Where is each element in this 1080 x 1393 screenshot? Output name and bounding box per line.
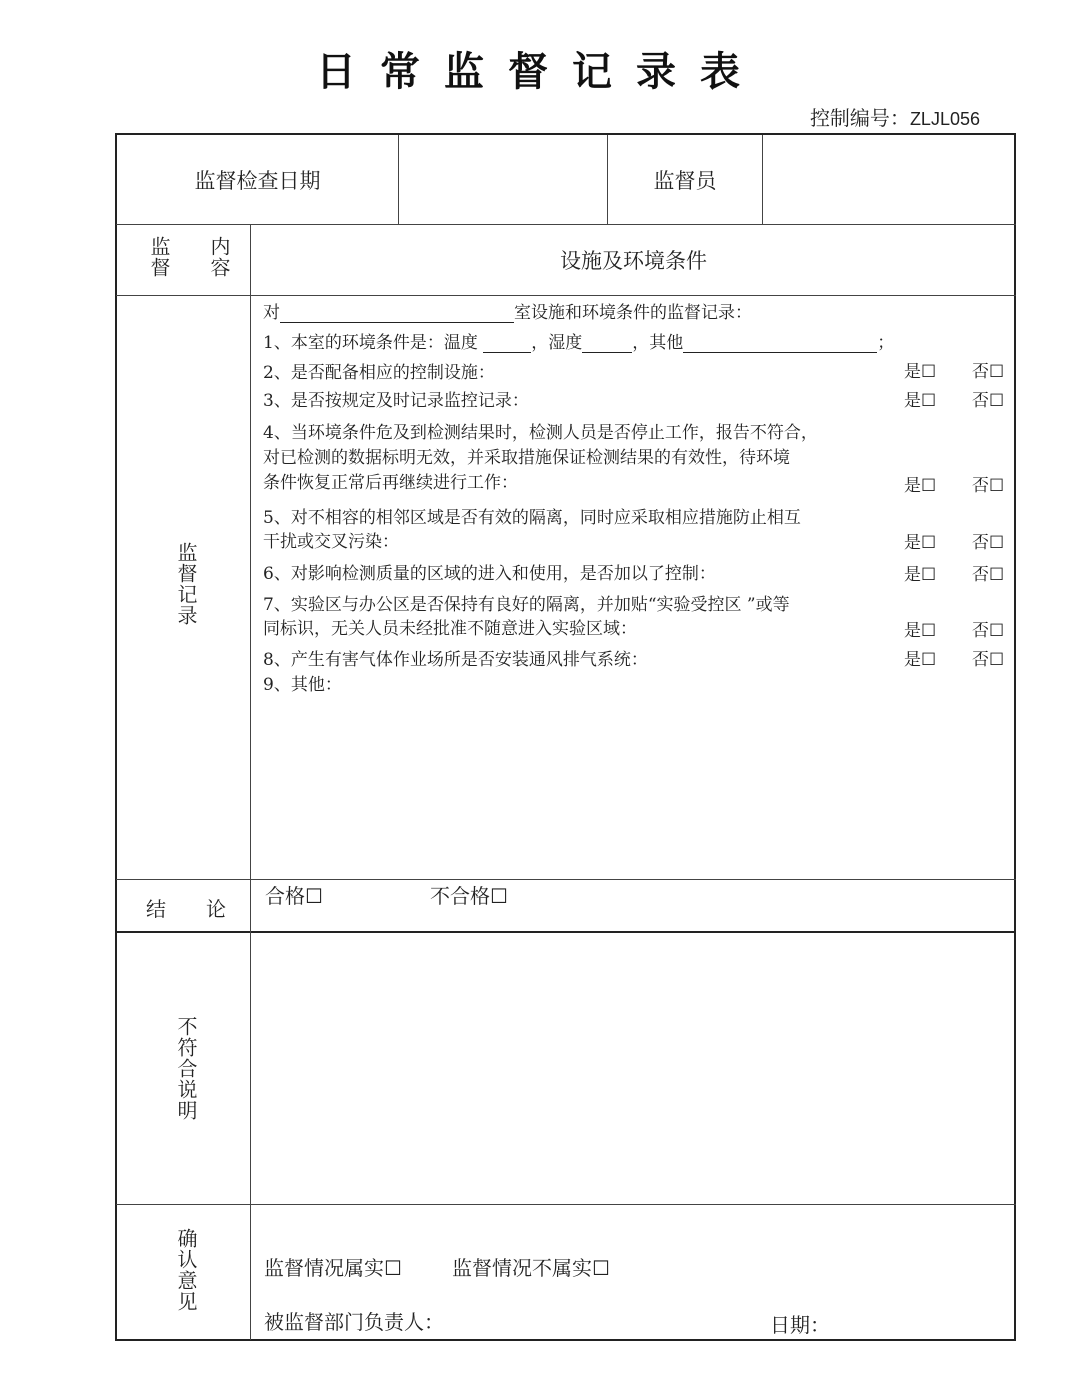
yes-label: 是 bbox=[904, 565, 921, 585]
confirm-true-option[interactable] bbox=[264, 1252, 402, 1281]
yes-checkbox[interactable]: ☐ bbox=[921, 391, 937, 411]
fail-option[interactable] bbox=[430, 880, 508, 909]
no-checkbox[interactable]: ☐ bbox=[989, 650, 1005, 670]
supervisor-label: 监督员 bbox=[653, 168, 717, 193]
no-label: 否 bbox=[972, 476, 989, 496]
supervisor-field[interactable] bbox=[763, 135, 1014, 224]
yes-label: 是 bbox=[904, 621, 921, 641]
yes-checkbox[interactable]: ☐ bbox=[921, 565, 937, 585]
record-item-line: 2、是否配备相应的控制设施： bbox=[263, 363, 495, 383]
content-value: 设施及环境条件 bbox=[560, 249, 707, 273]
item1-end: ； bbox=[877, 333, 895, 353]
record-item-line: 6、对影响检测质量的区域的进入和使用，是否加以了控制： bbox=[263, 564, 716, 584]
confirm-true-label: 监督情况属实 bbox=[264, 1256, 384, 1280]
yes-checkbox[interactable]: ☐ bbox=[921, 621, 937, 641]
yes-option[interactable] bbox=[904, 560, 936, 585]
pass-label: 合格 bbox=[265, 884, 305, 908]
humidity-field[interactable] bbox=[582, 334, 632, 353]
record-item-1 bbox=[263, 328, 894, 353]
record-item-line: 5、对不相容的相邻区域是否有效的隔离，同时应采取相应措施防止相互 bbox=[263, 508, 801, 528]
conclusion-label-b: 论 bbox=[206, 897, 226, 921]
yes-label: 是 bbox=[904, 476, 921, 496]
record-label: 监督记录 bbox=[174, 542, 198, 626]
fail-checkbox[interactable]: ☐ bbox=[490, 884, 508, 908]
yes-option[interactable] bbox=[904, 528, 936, 553]
yes-checkbox[interactable]: ☐ bbox=[921, 476, 937, 496]
control-number-label: 控制编号： bbox=[809, 106, 910, 130]
pass-checkbox[interactable]: ☐ bbox=[305, 884, 323, 908]
yes-label: 是 bbox=[904, 650, 921, 670]
no-option[interactable] bbox=[972, 471, 1004, 496]
confirm-false-label: 监督情况不属实 bbox=[452, 1256, 592, 1280]
record-item-line: 3、是否按规定及时记录监控记录： bbox=[263, 391, 529, 411]
control-number bbox=[810, 102, 980, 131]
yes-checkbox[interactable]: ☐ bbox=[921, 362, 937, 382]
no-label: 否 bbox=[972, 565, 989, 585]
row-divider bbox=[116, 1204, 1016, 1205]
yes-label: 是 bbox=[904, 391, 921, 411]
no-checkbox[interactable]: ☐ bbox=[989, 621, 1005, 641]
yes-option[interactable] bbox=[904, 386, 936, 411]
record-item-line: 干扰或交叉污染： bbox=[263, 532, 399, 552]
no-checkbox[interactable]: ☐ bbox=[989, 391, 1005, 411]
no-checkbox[interactable]: ☐ bbox=[989, 533, 1005, 553]
no-label: 否 bbox=[972, 650, 989, 670]
lab-name-field[interactable] bbox=[280, 304, 514, 323]
no-option[interactable] bbox=[972, 560, 1004, 585]
yes-checkbox[interactable]: ☐ bbox=[921, 650, 937, 670]
row-divider bbox=[116, 931, 1016, 933]
confirm-true-checkbox[interactable]: ☐ bbox=[384, 1256, 402, 1280]
col-divider bbox=[250, 224, 251, 1340]
no-checkbox[interactable]: ☐ bbox=[989, 362, 1005, 382]
date-field[interactable] bbox=[399, 135, 607, 224]
record-item-line: 对已检测的数据标明无效，并采取措施保证检测结果的有效性，待环境 bbox=[263, 448, 790, 468]
fail-label: 不合格 bbox=[430, 884, 490, 908]
record-item-line: 条件恢复正常后再继续进行工作： bbox=[263, 473, 518, 493]
temperature-field[interactable] bbox=[483, 334, 531, 353]
dept-head-label: 被监督部门负责人： bbox=[264, 1310, 444, 1334]
confirm-false-option[interactable] bbox=[452, 1252, 610, 1281]
date-label: 监督检查日期 bbox=[194, 168, 321, 193]
other-notes-area[interactable] bbox=[262, 695, 1007, 871]
record-intro-suffix: 室设施和环境条件的监督记录： bbox=[514, 303, 752, 323]
no-option[interactable] bbox=[972, 528, 1004, 553]
page-title: 日常监督记录表 bbox=[316, 49, 764, 95]
record-intro bbox=[263, 298, 752, 323]
no-option[interactable] bbox=[972, 357, 1004, 382]
record-item-9: 9、其他： bbox=[263, 675, 342, 695]
yes-label: 是 bbox=[904, 533, 921, 553]
content-label-part2: 内容 bbox=[207, 236, 231, 278]
confirm-date-label: 日期： bbox=[770, 1313, 830, 1337]
content-label-part1: 监督 bbox=[147, 236, 171, 278]
yes-option[interactable] bbox=[904, 645, 936, 670]
yes-option[interactable] bbox=[904, 616, 936, 641]
no-option[interactable] bbox=[972, 645, 1004, 670]
row-divider bbox=[116, 879, 1016, 880]
conclusion-label-a: 结 bbox=[146, 897, 166, 921]
no-checkbox[interactable]: ☐ bbox=[989, 565, 1005, 585]
no-checkbox[interactable]: ☐ bbox=[989, 476, 1005, 496]
nonconformity-area[interactable] bbox=[252, 934, 1014, 1202]
other-condition-field[interactable] bbox=[683, 334, 877, 353]
item1-other-label: ，其他 bbox=[632, 333, 684, 353]
item1-humidity-label: ，湿度 bbox=[531, 333, 583, 353]
no-option[interactable] bbox=[972, 616, 1004, 641]
record-intro-prefix: 对 bbox=[263, 303, 280, 323]
record-item-line: 8、产生有害气体作业场所是否安装通风排气系统： bbox=[263, 650, 648, 670]
pass-option[interactable] bbox=[265, 880, 323, 909]
no-label: 否 bbox=[972, 533, 989, 553]
record-item-line: 7、实验区与办公区是否保持有良好的隔离，并加贴“实验受控区 ”或等 bbox=[263, 595, 790, 615]
nonconformity-label: 不符合说明 bbox=[174, 1016, 198, 1121]
control-number-code: ZLJL056 bbox=[909, 109, 980, 129]
no-option[interactable] bbox=[972, 386, 1004, 411]
yes-checkbox[interactable]: ☐ bbox=[921, 533, 937, 553]
yes-option[interactable] bbox=[904, 357, 936, 382]
item1-temp-label: 1、本室的环境条件是：温度 bbox=[263, 333, 478, 353]
no-label: 否 bbox=[972, 391, 989, 411]
record-item-line: 4、当环境条件危及到检测结果时，检测人员是否停止工作，报告不符合， bbox=[263, 423, 818, 443]
confirm-false-checkbox[interactable]: ☐ bbox=[592, 1256, 610, 1280]
confirm-label: 确认意见 bbox=[174, 1228, 198, 1312]
no-label: 否 bbox=[972, 362, 989, 382]
row-divider bbox=[116, 295, 1016, 296]
yes-label: 是 bbox=[904, 362, 921, 382]
record-item-line: 同标识，无关人员未经批准不随意进入实验区域： bbox=[263, 619, 637, 639]
no-label: 否 bbox=[972, 621, 989, 641]
yes-option[interactable] bbox=[904, 471, 936, 496]
